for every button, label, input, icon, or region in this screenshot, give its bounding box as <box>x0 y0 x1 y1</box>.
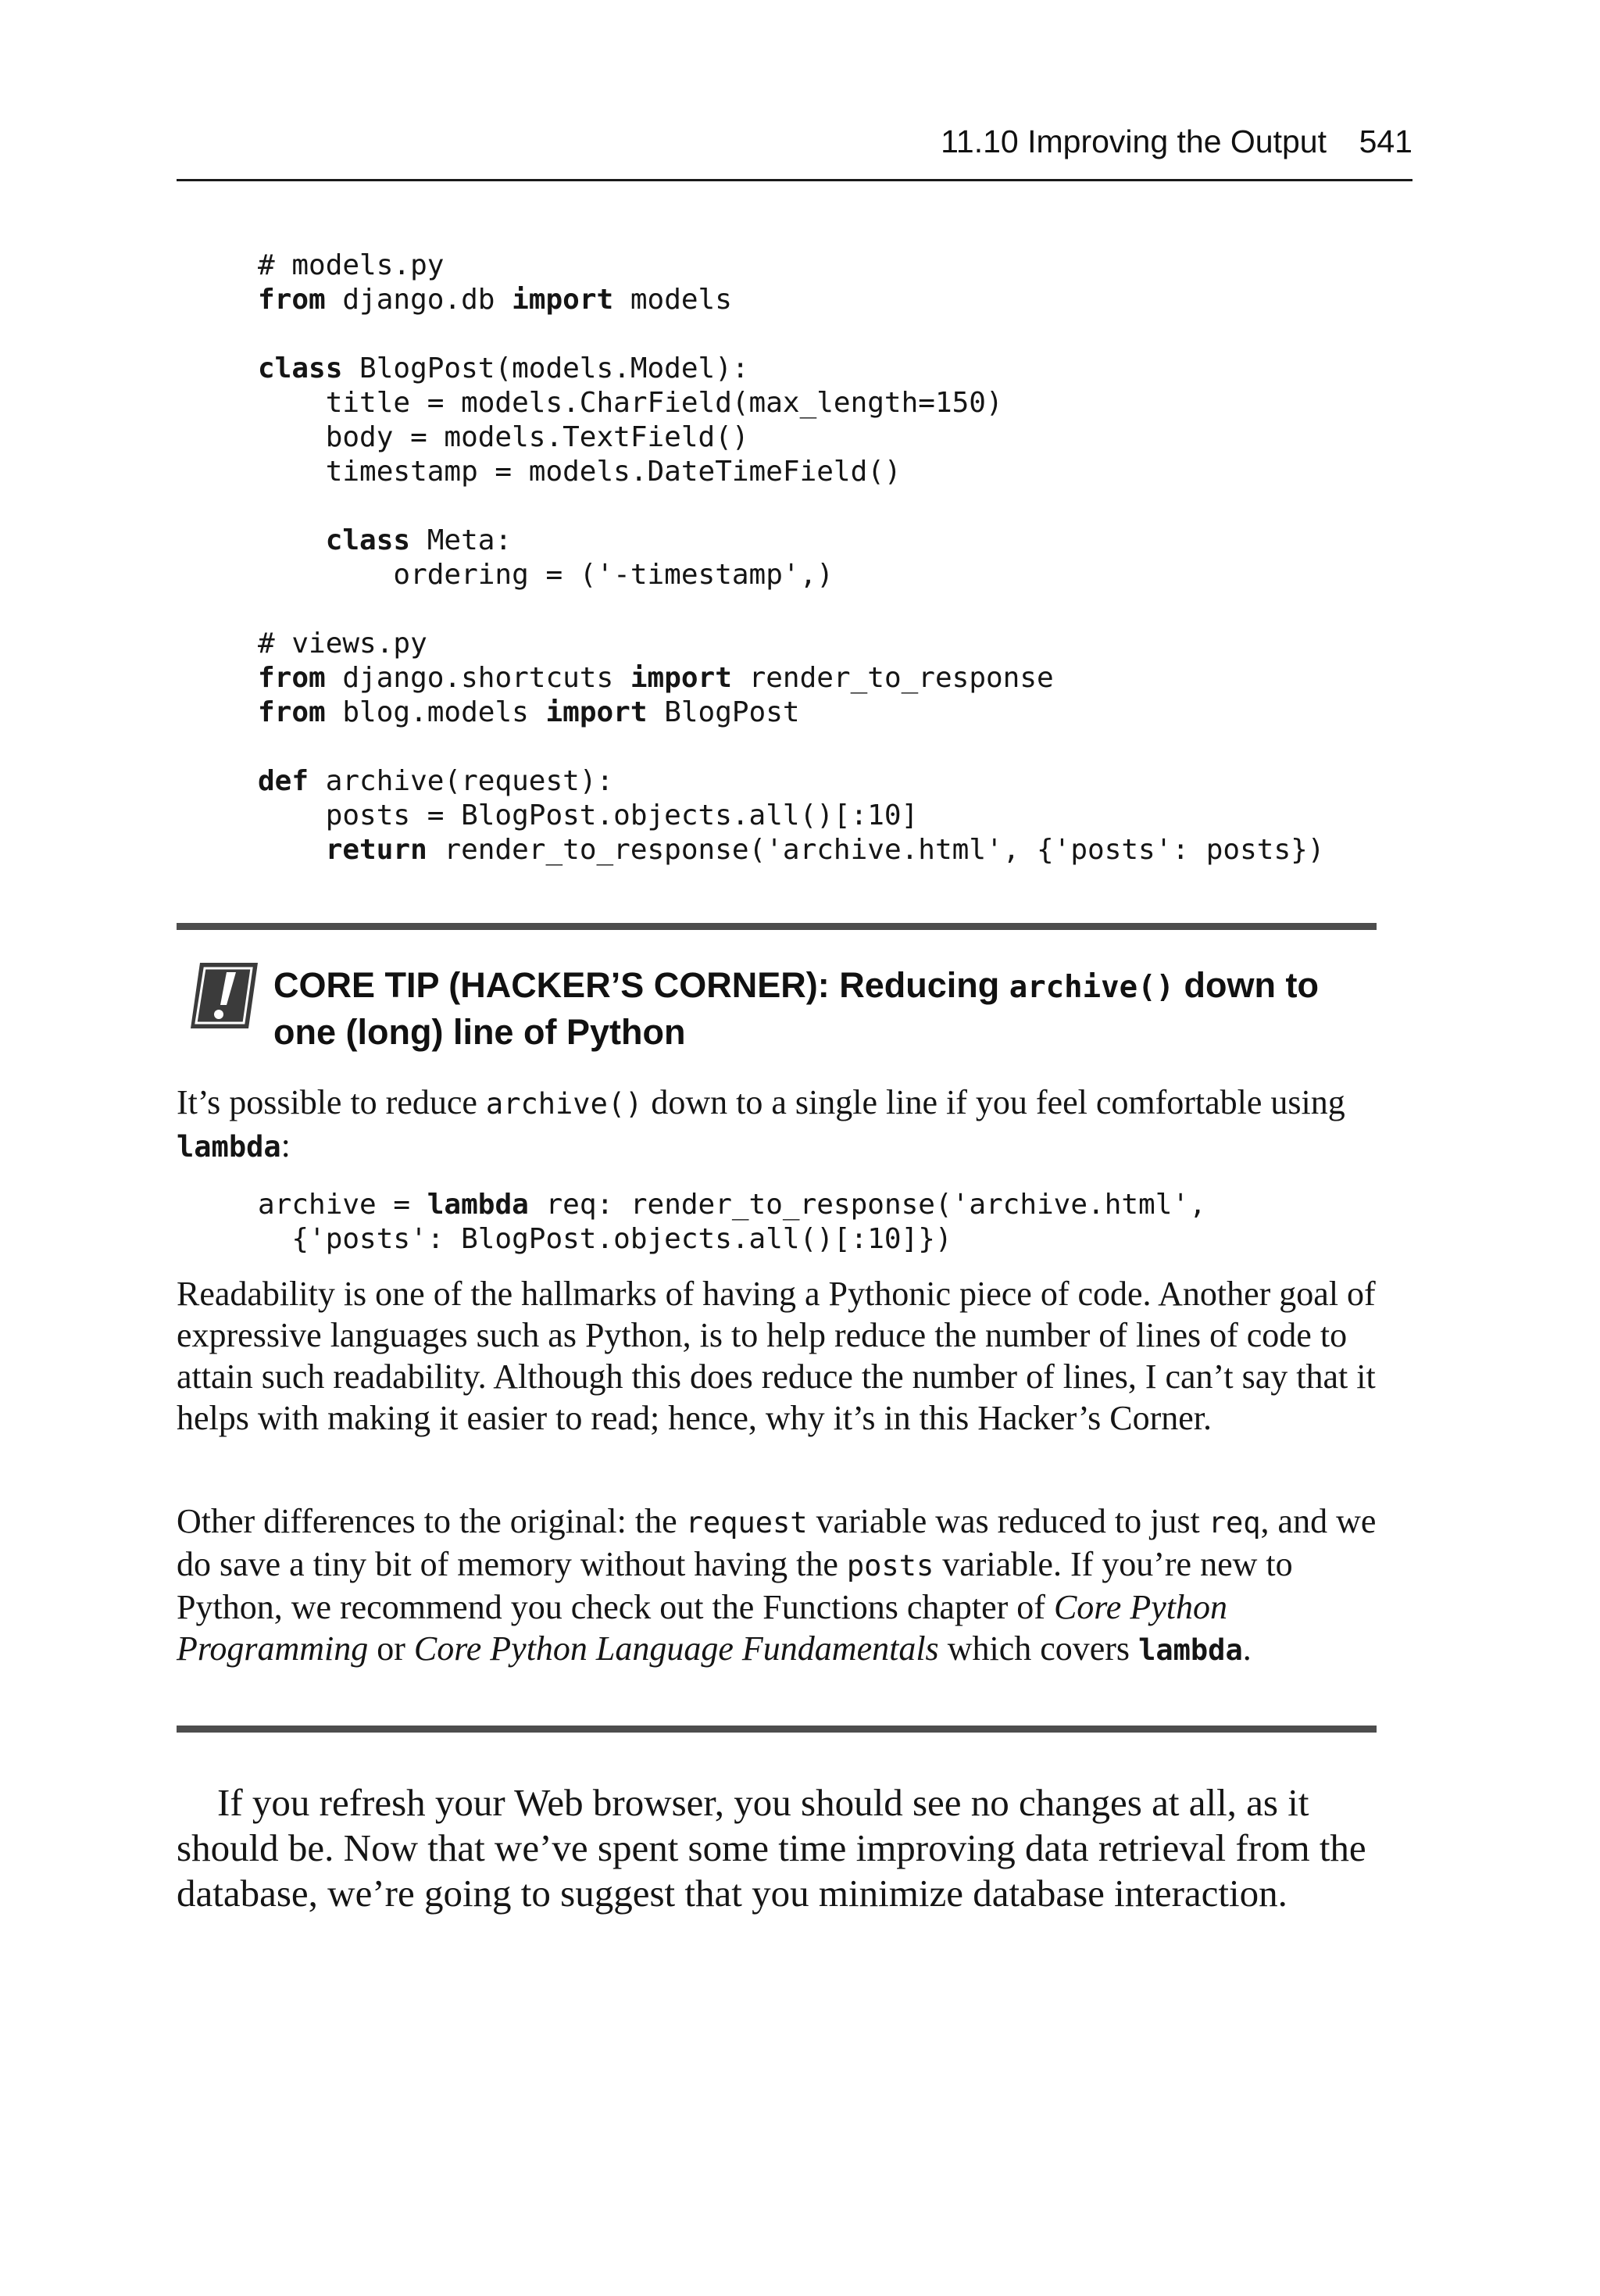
tip-code-sample <box>258 1188 1206 1257</box>
code-text <box>258 834 326 866</box>
tip-heading-suffix: down to one (long) line of Python <box>273 965 1319 1052</box>
inline-code: lambda <box>177 1130 281 1164</box>
code-text: archive(request): <box>309 765 614 797</box>
code-text: posts = BlogPost.objects.all()[:10] <box>258 799 919 831</box>
code-line <box>258 696 1324 730</box>
code-text: {'posts': BlogPost.objects.all()[:10]}) <box>258 1223 952 1255</box>
code-text <box>258 524 326 556</box>
warning-exclamation-icon <box>189 961 259 1030</box>
code-text: blog.models <box>325 696 546 728</box>
code-keyword: import <box>545 696 648 728</box>
tip-heading <box>273 963 1383 1054</box>
code-text: BlogPost <box>647 696 800 728</box>
text-run: , and we do save a tiny bit of memory without having the <box>177 1502 1377 1583</box>
inline-code: lambda <box>1138 1633 1243 1667</box>
code-line <box>258 627 1324 661</box>
code-line <box>258 833 1324 867</box>
text-run: variable. If you’re new to Python, we recommend you check out the Functions chapter of <box>177 1545 1293 1626</box>
code-text: BlogPost(models.Model): <box>342 352 749 384</box>
inline-code: archive() <box>485 1087 643 1121</box>
code-text: models <box>613 284 732 316</box>
code-line <box>258 489 1324 524</box>
text-run: down to a single line if you feel comfortable using <box>642 1083 1345 1121</box>
readability-paragraph: Readability is one of the hallmarks of having a Pythonic piece of code. Another goal of expressive languages such as Python, is to help reduce the number of lines of code to attain such readability. Although this does reduce the number of lines, I can’t say that it helps with making it easier to read; hence, why it’s in this Hacker’s Corner. <box>177 1275 1376 1437</box>
tip-heading-prefix: CORE TIP (HACKER’S CORNER): Reducing <box>273 965 1009 1005</box>
code-keyword: import <box>630 662 732 694</box>
body-paragraph: If you refresh your Web browser, you should see no changes at all, as it should be. Now that we’ve spent some time improving data retrieval from the database, we’re going to suggest that you minimize database interaction. <box>177 1781 1366 1915</box>
code-keyword: from <box>258 696 326 728</box>
code-line <box>258 352 1324 386</box>
code-line <box>258 661 1324 696</box>
code-keyword: lambda <box>427 1189 529 1221</box>
text-run: . <box>1242 1629 1252 1668</box>
code-line <box>258 592 1324 627</box>
code-text: Meta: <box>410 524 512 556</box>
code-text: django.db <box>325 284 512 316</box>
code-keyword: class <box>325 524 411 556</box>
code-keyword: from <box>258 662 326 694</box>
tip-top-rule <box>177 923 1377 930</box>
page-number: 541 <box>1359 123 1412 159</box>
code-line <box>258 1188 1206 1222</box>
tip-intro-paragraph <box>177 1082 1380 1168</box>
code-line <box>258 799 1324 833</box>
code-keyword: class <box>258 352 343 384</box>
code-line <box>258 420 1324 455</box>
code-line <box>258 730 1324 764</box>
code-text: django.shortcuts <box>325 662 630 694</box>
code-text: # models.py <box>258 249 445 281</box>
text-run: : <box>280 1126 291 1164</box>
tip-heading-code: archive() <box>1009 970 1175 1005</box>
tip-bottom-rule <box>177 1726 1377 1733</box>
code-keyword: return <box>325 834 427 866</box>
section-title: 11.10 Improving the Output <box>941 123 1327 159</box>
code-keyword: from <box>258 284 326 316</box>
code-line <box>258 558 1324 592</box>
text-run: It’s possible to reduce <box>177 1083 486 1121</box>
code-text: title = models.CharField(max_length=150) <box>258 387 1003 419</box>
code-line <box>258 283 1324 317</box>
code-text: render_to_response('archive.html', {'posts': posts}) <box>427 834 1325 866</box>
inline-code: request <box>685 1506 808 1540</box>
text-run: Other differences to the original: the <box>177 1502 686 1540</box>
text-run: variable was reduced to just <box>807 1502 1209 1540</box>
text-run: which covers <box>938 1629 1139 1668</box>
code-text: req: render_to_response('archive.html', <box>528 1189 1206 1221</box>
code-text: render_to_response <box>731 662 1054 694</box>
code-line <box>258 317 1324 352</box>
code-text: body = models.TextField() <box>258 421 749 453</box>
code-line <box>258 524 1324 558</box>
code-line <box>258 764 1324 799</box>
book-title: Core Python Language Fundamentals <box>413 1629 939 1668</box>
code-text: archive = <box>258 1189 427 1221</box>
code-line <box>258 249 1324 283</box>
text-run: or <box>368 1629 414 1668</box>
code-keyword: import <box>512 284 614 316</box>
differences-paragraph <box>177 1500 1380 1671</box>
inline-code: req <box>1208 1506 1261 1540</box>
running-header <box>177 119 1412 181</box>
code-line <box>258 1222 1206 1257</box>
code-text: # views.py <box>258 628 427 660</box>
code-line <box>258 455 1324 489</box>
inline-code: posts <box>846 1549 934 1583</box>
code-listing <box>258 249 1324 867</box>
code-line <box>258 386 1324 420</box>
book-title: Core Python Programming <box>177 1588 1227 1668</box>
code-keyword: def <box>258 765 309 797</box>
code-text: timestamp = models.DateTimeField() <box>258 456 902 488</box>
code-text: ordering = ('-timestamp',) <box>258 559 834 591</box>
